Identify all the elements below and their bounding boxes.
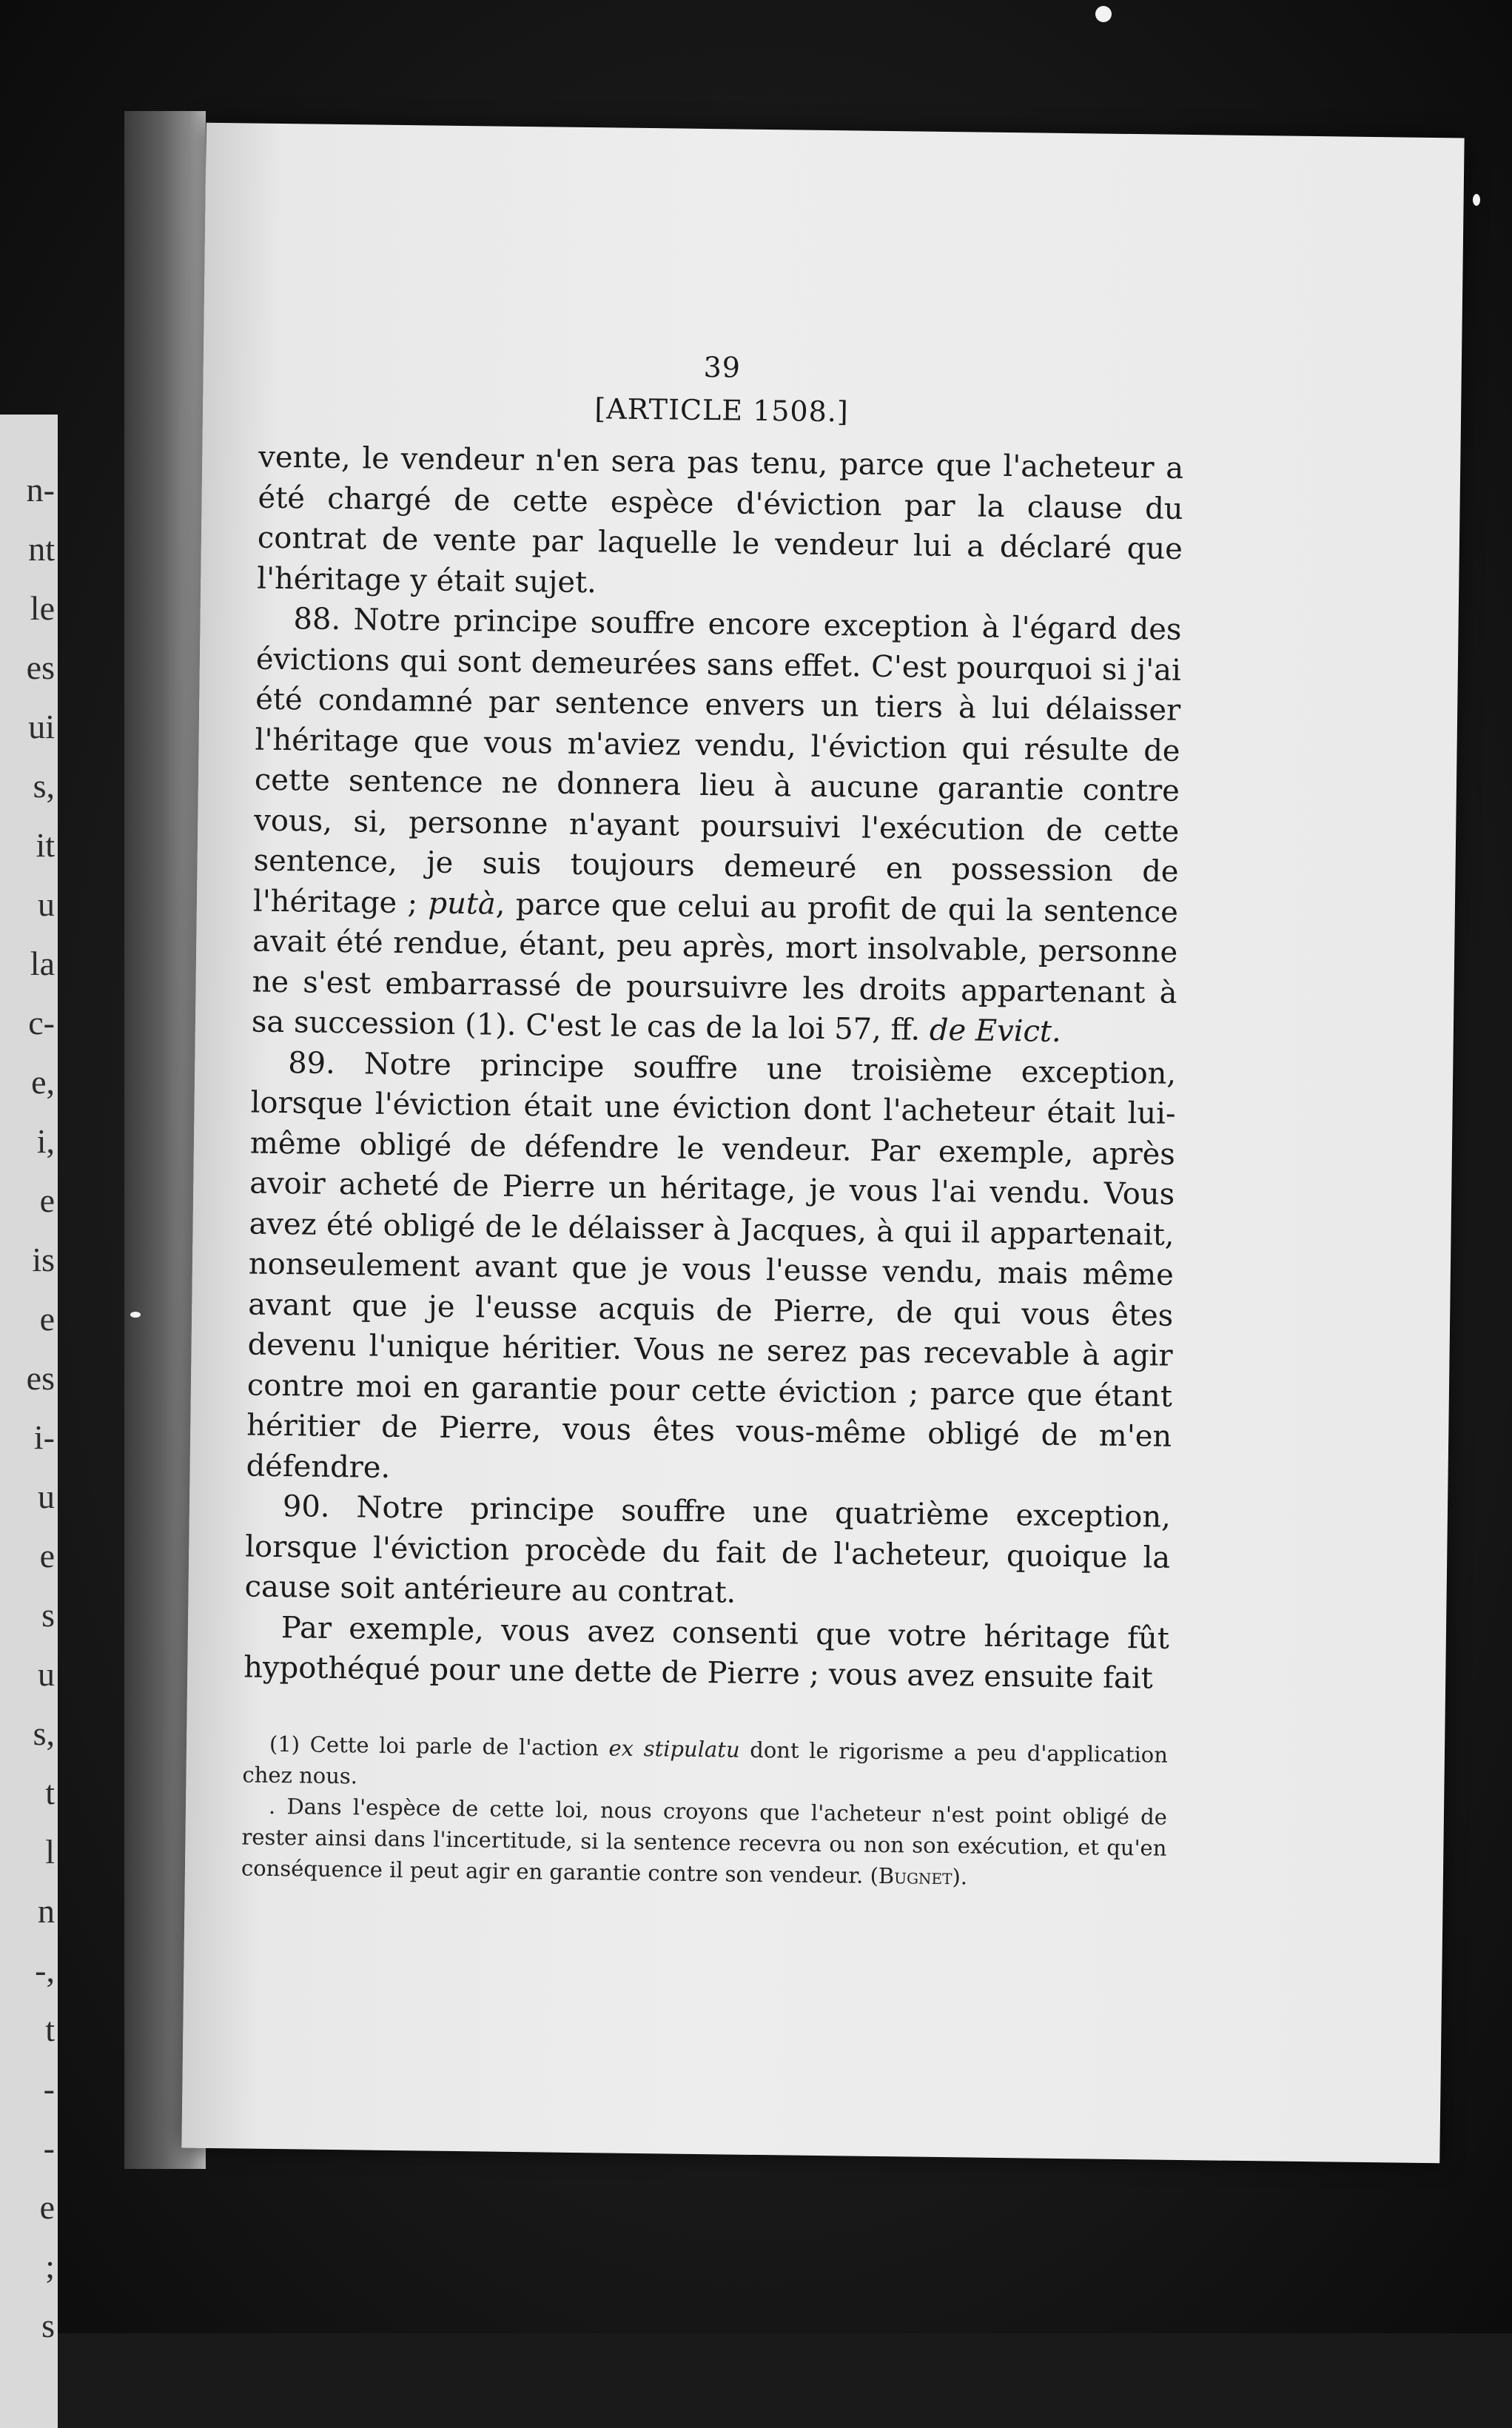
previous-page-fragment: s bbox=[41, 2307, 55, 2344]
text-segment: ). bbox=[952, 1863, 968, 1889]
previous-page-fragment: i- bbox=[33, 1418, 55, 1456]
previous-page-edge bbox=[0, 415, 58, 2428]
previous-page-fragment: i, bbox=[36, 1122, 55, 1160]
paragraph bbox=[246, 1042, 1176, 1498]
running-head: [ARTICLE 1508.] bbox=[594, 392, 849, 429]
previous-page-fragment: e bbox=[39, 1300, 55, 1338]
previous-page-fragment: e bbox=[39, 1181, 55, 1219]
previous-page-fragment: u bbox=[38, 885, 55, 923]
paragraph bbox=[243, 1607, 1169, 1699]
previous-page-fragment: is bbox=[32, 1241, 55, 1278]
previous-page-fragment: - bbox=[43, 2129, 55, 2167]
text-segment: putà bbox=[428, 885, 497, 922]
paragraph bbox=[252, 599, 1182, 1054]
film-speck bbox=[130, 1312, 141, 1318]
previous-page-fragment: nt bbox=[28, 530, 55, 568]
page-number: 39 bbox=[703, 350, 742, 384]
text-segment: Par exemple, vous avez consenti que votre héritage fût hypothéqué pour une dette de Pierre ; vous avez ensuite fait bbox=[243, 1610, 1170, 1696]
previous-page-fragment: - bbox=[43, 2070, 55, 2107]
text-segment: 90. Notre principe souffre une quatrième exception, lorsque l'éviction procède du fait de l'acheteur, quoique la cause soit antérieure au contrat. bbox=[244, 1489, 1172, 1610]
paragraph bbox=[257, 437, 1184, 610]
previous-page-fragment: t bbox=[45, 2011, 55, 2048]
previous-page-fragment: e bbox=[39, 1537, 55, 1574]
previous-page-fragment: t bbox=[45, 1774, 55, 1811]
previous-page-fragment: e, bbox=[31, 1063, 55, 1101]
previous-page-fragment: e bbox=[39, 2188, 55, 2226]
previous-page-fragment: le bbox=[30, 589, 55, 627]
previous-page-fragment: s, bbox=[33, 1714, 55, 1752]
text-segment: de Evict. bbox=[929, 1013, 1062, 1049]
previous-page-fragment: la bbox=[30, 945, 55, 982]
text-segment: , parce que celui au profit de qui la sentence avait été rendue, étant, peu après, mort insolvable, personne ne s'est embarrassé de poursuivre les droits appartenant à sa succession (1). C'est le cas de la loi 57, ff. bbox=[251, 887, 1179, 1047]
previous-page-fragment: s bbox=[41, 1596, 55, 1634]
previous-page-fragment: l bbox=[45, 1833, 55, 1871]
text-segment: vente, le vendeur n'en sera pas tenu, parce que l'acheteur a été chargé de cette espèce d'éviction par la clause du contrat de vente par laquelle le vendeur lui a déclaré que l'héritage y était sujet. bbox=[256, 440, 1184, 600]
text-segment: dont le rigorisme a peu d'application chez nous. bbox=[242, 1737, 1169, 1788]
previous-page-fragment: n- bbox=[26, 471, 55, 509]
footnotes bbox=[241, 1728, 1168, 1894]
text-segment: (1) Cette loi parle de l'action bbox=[269, 1731, 609, 1761]
text-segment: 89. Notre principe souffre une troisième exception, lorsque l'éviction était une éviction dont l'acheteur était lui-même obligé de défendre le vendeur. Par exemple, après avoir acheté de Pierre un héritage, je vous l'ai vendu. Vous avez été obligé de le délaisser à Jacques, à qui il appartenait, nonseulement avant que je vous l'eusse vendu, mais même avant que je l'eusse acquis de Pierre, de qui vous êtes devenu l'unique héritier. Vous ne serez pas recevable à agir contre moi en garantie pour cette éviction ; parce que étant héritier de Pierre, vous êtes vous-même obligé de m'en défendre. bbox=[246, 1045, 1177, 1485]
previous-page-fragment: s, bbox=[33, 767, 55, 805]
previous-page-fragment: u bbox=[38, 1655, 55, 1693]
paragraph bbox=[244, 1486, 1171, 1619]
previous-page-fragment: ; bbox=[45, 2247, 55, 2285]
text-segment: ex stipulatu bbox=[608, 1735, 740, 1763]
body-text bbox=[243, 437, 1184, 1700]
film-speck bbox=[1473, 194, 1480, 206]
previous-page-fragment: c- bbox=[28, 1004, 55, 1042]
text-segment: 88. Notre principe souffre encore exception à l'égard des évictions qui sont demeurées sans effet. C'est pourquoi si j'ai été condamné par sentence envers un tiers à lui délaisser l'héritage que vous m'aviez vendu, l'éviction qui résulte de cette sentence ne donnera lieu à aucune garantie contre vous, si, personne n'ayant poursuivi l'exécution de cette sentence, je suis toujours demeuré en possession de l'héritage ; bbox=[252, 602, 1182, 920]
text-segment: Bugnet bbox=[878, 1862, 952, 1889]
previous-page-fragment: es bbox=[26, 648, 55, 686]
previous-page-fragment: u bbox=[38, 1478, 55, 1515]
film-speck bbox=[1095, 6, 1112, 22]
footnote bbox=[242, 1728, 1168, 1801]
previous-page-fragment: n bbox=[38, 1892, 55, 1930]
book-page bbox=[181, 123, 1464, 2164]
previous-page-fragment: es bbox=[26, 1359, 55, 1397]
previous-page-fragment: -, bbox=[35, 1951, 55, 1989]
text-segment: . Dans l'espèce de cette loi, nous croyons que l'acheteur n'est point obligé de rester ainsi dans l'incertitude, si la sentence recevra ou non son exécution, et qu'en conséquence il peut agir en garantie contre son vendeur. ( bbox=[241, 1793, 1168, 1888]
previous-page-fragment: ui bbox=[28, 708, 55, 745]
page-content bbox=[241, 346, 1185, 1895]
previous-page-fragment: it bbox=[36, 826, 55, 864]
footnote bbox=[241, 1790, 1167, 1894]
